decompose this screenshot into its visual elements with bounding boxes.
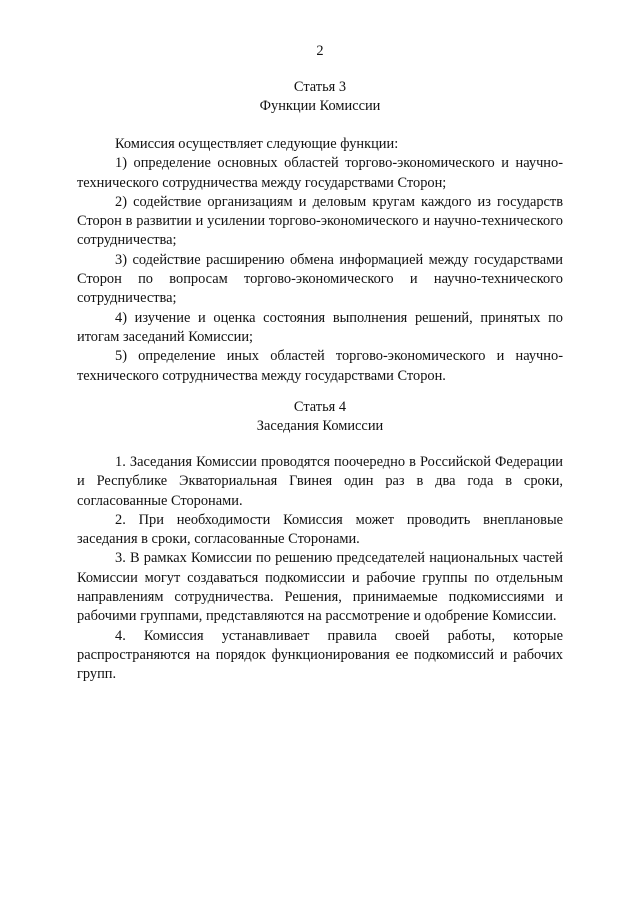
article-3-heading xyxy=(77,78,563,117)
article-3-body xyxy=(77,135,563,386)
page-number: 2 xyxy=(316,43,324,59)
article-4-item-4: 4. Комиссия устанавливает правила своей работы, которые распространяются на порядок функционирования ее подкомиссий и рабочих групп. xyxy=(77,627,563,683)
article-3-subtitle: Функции Комиссии xyxy=(259,98,381,115)
article-3-item-2: 2) содействие организациям и деловым кругам каждого из государств Сторон в развитии и усилении торгово-экономического и научно-технического сотрудничества; xyxy=(77,193,563,249)
article-3-item-5: 5) определение иных областей торгово-экономического и научно-технического сотрудничества между государствами Сторон. xyxy=(77,348,563,384)
article-3-title: Статья 3 xyxy=(293,79,347,95)
article-4-item-3: 3. В рамках Комиссии по решению председателей национальных частей Комиссии могут создаваться подкомиссии и рабочие группы по отдельным направлениям сотрудничества. Решения, принимаемые подкомиссиями и рабочими группами, представляются на рассмотрение и одобрение Комиссии. xyxy=(77,550,563,625)
article-3-item-4: 4) изучение и оценка состояния выполнения решений, принятых по итогам заседаний Комиссии; xyxy=(77,309,563,345)
article-3-item-3: 3) содействие расширению обмена информацией между государствами Сторон по вопросам торгово-экономического и научно-технического сотрудничества; xyxy=(77,251,563,307)
article-4-title: Статья 4 xyxy=(293,399,347,415)
article-4-body xyxy=(77,453,563,685)
article-4-item-1: 1. Заседания Комиссии проводятся поочередно в Российской Федерации и Республике Экваториальная Гвинея один раз в два года в сроки, согласованные Сторонами. xyxy=(77,454,563,509)
article-4-subtitle: Заседания Комиссии xyxy=(256,418,384,435)
article-4-heading xyxy=(77,398,563,437)
article-4-item-2: 2. При необходимости Комиссия может проводить внеплановые заседания в сроки, согласованные Сторонами. xyxy=(77,511,563,548)
article-3-intro: Комиссия осуществляет следующие функции: xyxy=(115,136,399,152)
article-3-item-1: 1) определение основных областей торгово-экономического и научно-технического сотрудничества между государствами Сторон; xyxy=(77,155,563,191)
